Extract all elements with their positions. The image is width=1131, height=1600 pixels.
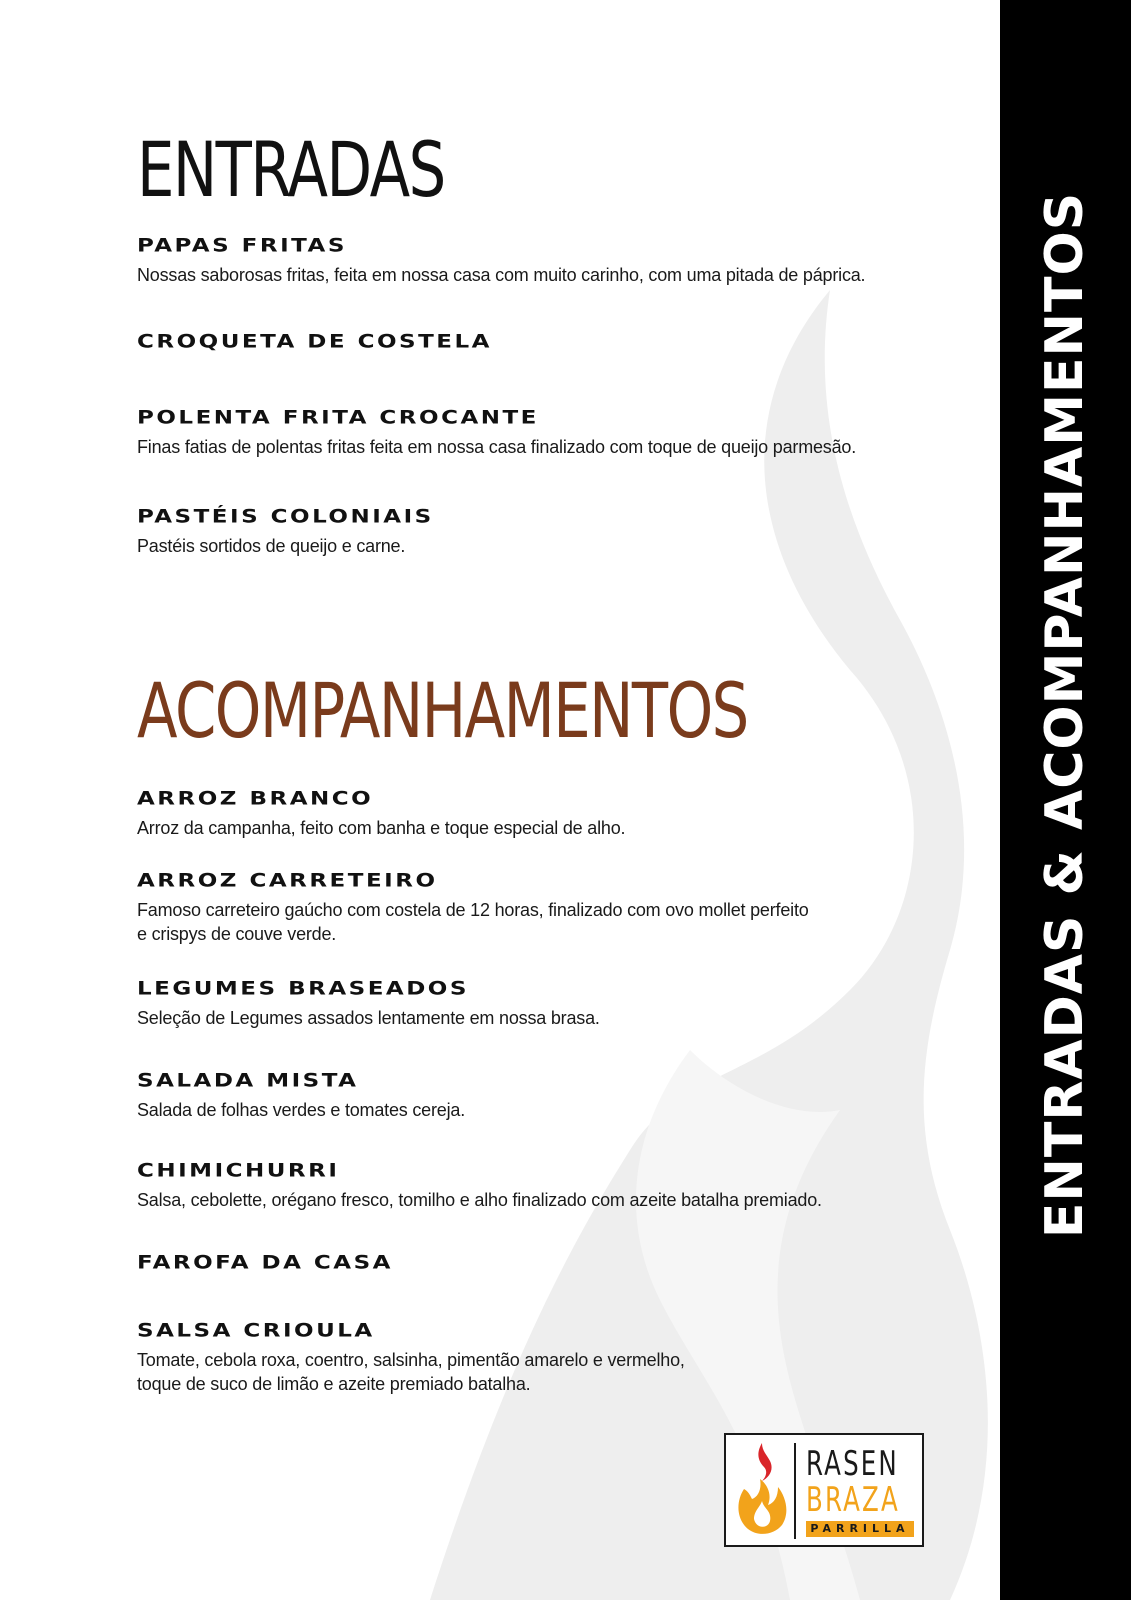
menu-item-pasteis-coloniais (137, 506, 957, 558)
item-description: Salada de folhas verdes e tomates cereja. (137, 1100, 465, 1120)
menu-item-papas-fritas (137, 235, 957, 287)
item-name: CHIMICHURRI (137, 1160, 340, 1182)
item-name: FAROFA DA CASA (137, 1252, 393, 1274)
item-name: SALSA CRIOULA (137, 1320, 375, 1342)
item-name: ARROZ BRANCO (137, 788, 374, 810)
entradas-title: ENTRADAS (137, 125, 445, 214)
menu-item-arroz-carreteiro (137, 870, 957, 946)
acompanhamentos-title: ACOMPANHAMENTOS (137, 666, 748, 755)
item-name: PASTÉIS COLONIAIS (137, 506, 434, 528)
rasen-braza-logo (724, 1433, 924, 1547)
menu-item-legumes-braseados (137, 978, 957, 1030)
item-name: CROQUETA DE COSTELA (137, 331, 492, 353)
menu-item-farofa-da-casa (137, 1252, 957, 1278)
item-description: Pastéis sortidos de queijo e carne. (137, 536, 406, 556)
item-description: Salsa, cebolette, orégano fresco, tomilho e alho finalizado com azeite batalha premiado. (137, 1190, 822, 1210)
flame-icon-red-tip (758, 1443, 771, 1481)
menu-item-arroz-branco (137, 788, 957, 840)
item-description: Seleção de Legumes assados lentamente em nossa brasa. (137, 1008, 600, 1028)
logo-word-rasen: RASEN (806, 1444, 899, 1484)
item-description-line-2: e crispys de couve verde. (137, 924, 337, 944)
sidebar (1000, 0, 1131, 1600)
item-name: PAPAS FRITAS (137, 235, 347, 257)
menu-item-salada-mista (137, 1070, 957, 1122)
item-description: Finas fatias de polentas fritas feita em nossa casa finalizado com toque de queijo parmesão. (137, 437, 857, 457)
item-name: ARROZ CARRETEIRO (137, 870, 438, 892)
logo-divider (794, 1443, 796, 1539)
item-description: Arroz da campanha, feito com banha e toque especial de alho. (137, 818, 626, 838)
logo-word-braza: BRAZA (806, 1480, 900, 1520)
sidebar-label: ENTRADAS & ACOMPANHAMENTOS (1035, 191, 1095, 1239)
item-name: LEGUMES BRASEADOS (137, 978, 469, 1000)
menu-item-croqueta-de-costela (137, 331, 957, 357)
item-description: Nossas saborosas fritas, feita em nossa casa com muito carinho, com uma pitada de páprica. (137, 265, 866, 285)
menu-item-salsa-crioula (137, 1320, 957, 1396)
menu-item-polenta-frita-crocante (137, 407, 957, 459)
item-name: POLENTA FRITA CROCANTE (137, 407, 539, 429)
item-description-line-2: toque de suco de limão e azeite premiado batalha. (137, 1374, 531, 1394)
item-name: SALADA MISTA (137, 1070, 359, 1092)
item-description: Famoso carreteiro gaúcho com costela de 12 horas, finalizado com ovo mollet perfeito (137, 900, 809, 920)
item-description: Tomate, cebola roxa, coentro, salsinha, pimentão amarelo e vermelho, (137, 1350, 685, 1370)
logo-tagline: PARRILLA (806, 1521, 914, 1537)
menu-item-chimichurri (137, 1160, 957, 1212)
flame-icon (732, 1441, 792, 1541)
